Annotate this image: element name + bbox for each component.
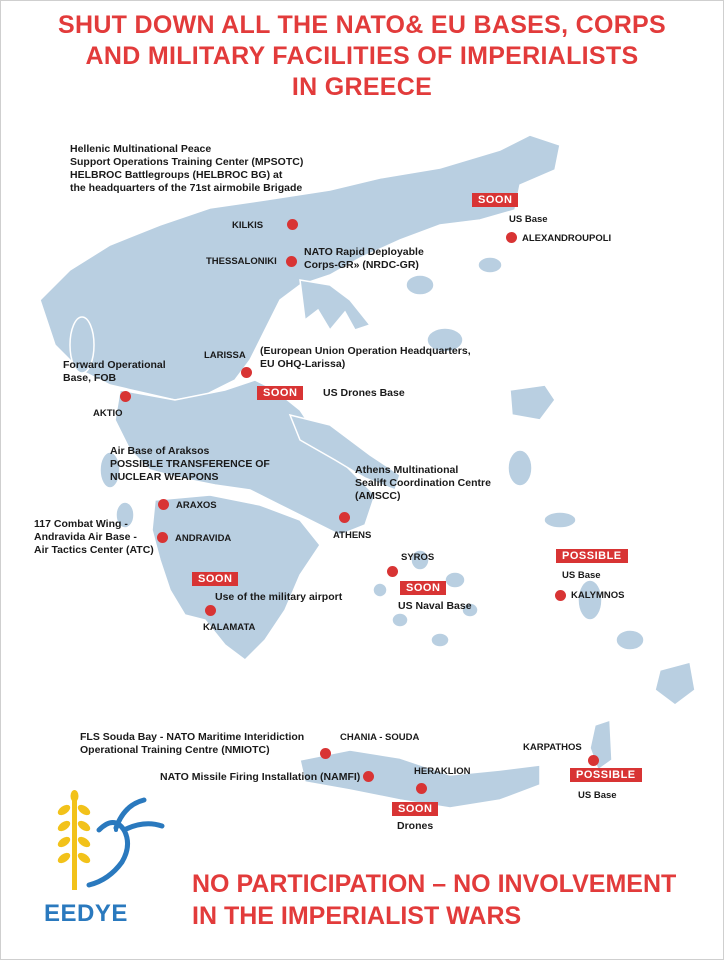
base-marker-araxos bbox=[158, 499, 169, 510]
heraklion-description: Drones bbox=[397, 820, 434, 832]
soon-badge-heraklion: SOON bbox=[392, 802, 438, 816]
mpsotc-line-1: Hellenic Multinational Peace bbox=[70, 143, 212, 155]
city-andravida: ANDRAVIDA bbox=[175, 533, 232, 544]
mpsotc-line-2: Support Operations Training Center (MPSOTC) bbox=[70, 156, 304, 168]
samothrace bbox=[478, 257, 502, 273]
dove-wheat-icon bbox=[44, 790, 174, 900]
base-marker-chania bbox=[320, 748, 331, 759]
possible-badge-kalymnos: POSSIBLE bbox=[556, 549, 628, 563]
soon-badge-kalamata: SOON bbox=[192, 572, 238, 586]
city-heraklion: HERAKLION bbox=[414, 766, 471, 777]
amscc-line-2: Sealift Coordination Centre bbox=[355, 477, 491, 489]
base-marker-athens bbox=[339, 512, 350, 523]
footer-line-1: NO PARTICIPATION – NO INVOLVEMENT bbox=[192, 870, 677, 898]
city-syros: SYROS bbox=[401, 552, 435, 563]
nrdc-line-2: Corps-GR» (NRDC-GR) bbox=[304, 259, 419, 271]
base-marker-alexandroupoli bbox=[506, 232, 517, 243]
nrdc-line-1: NATO Rapid Deployable bbox=[304, 246, 424, 258]
araxos-line-1: Air Base of Araksos bbox=[110, 445, 210, 457]
syros-description: US Naval Base bbox=[398, 600, 472, 612]
fob-line-1: Forward Operational bbox=[63, 359, 166, 371]
footer-slogan bbox=[192, 868, 676, 932]
city-kalymnos: KALYMNOS bbox=[571, 590, 625, 601]
andravida-line-1: 117 Combat Wing - bbox=[34, 518, 128, 530]
souda-description bbox=[80, 731, 304, 757]
headline-line-3: IN GREECE bbox=[291, 73, 433, 101]
base-marker-thessaloniki bbox=[286, 256, 297, 267]
eu-ohq-description bbox=[260, 345, 471, 371]
rhodes bbox=[655, 662, 695, 705]
namfi-description: NATO Missile Firing Installation (NAMFI) bbox=[160, 771, 361, 783]
amscc-line-3: (AMSCC) bbox=[355, 490, 401, 502]
soon-badge-larissa: SOON bbox=[257, 386, 303, 400]
base-marker-kalamata bbox=[205, 605, 216, 616]
eu-ohq-line-1: (European Union Operation Headquarters, bbox=[260, 345, 471, 357]
nrdc-description bbox=[304, 246, 424, 272]
base-marker-kalymnos bbox=[555, 590, 566, 601]
kalymnos-description: US Base bbox=[562, 570, 601, 581]
araxos-line-3: NUCLEAR WEAPONS bbox=[110, 471, 219, 483]
base-marker-aktio bbox=[120, 391, 131, 402]
santorini bbox=[431, 633, 449, 647]
mpsotc-line-3: HELBROC Battlegroups (HELBROC BG) at bbox=[70, 169, 283, 181]
chalkidiki bbox=[300, 280, 370, 330]
naxos bbox=[445, 572, 465, 588]
alex-us-base: US Base bbox=[509, 214, 548, 225]
kalamata-description: Use of the military airport bbox=[215, 591, 343, 603]
base-marker-andravida bbox=[157, 532, 168, 543]
lesvos bbox=[510, 385, 555, 420]
city-aktio: AKTIO bbox=[93, 408, 123, 419]
city-karpathos: KARPATHOS bbox=[523, 742, 582, 753]
base-marker-larissa bbox=[241, 367, 252, 378]
kos bbox=[616, 630, 644, 650]
thassos bbox=[406, 275, 434, 295]
soon-badge-syros: SOON bbox=[400, 581, 446, 595]
mpsotc-line-4: the headquarters of the 71st airmobile Brigade bbox=[70, 182, 303, 194]
city-larissa: LARISSA bbox=[204, 350, 246, 361]
base-marker-heraklion bbox=[416, 783, 427, 794]
andravida-line-2: Andravida Air Base - bbox=[34, 531, 137, 543]
soon-badge-alexandroupoli: SOON bbox=[472, 193, 518, 207]
serifos bbox=[373, 583, 387, 597]
city-kilkis: KILKIS bbox=[232, 220, 264, 231]
city-araxos: ARAXOS bbox=[176, 500, 217, 511]
fob-line-2: Base, FOB bbox=[63, 372, 117, 384]
chios bbox=[508, 450, 532, 486]
andravida-description bbox=[34, 518, 154, 557]
milos bbox=[392, 613, 408, 627]
city-thessaloniki: THESSALONIKI bbox=[206, 256, 277, 267]
karpathos-description: US Base bbox=[578, 790, 617, 801]
eu-ohq-line-2: EU OHQ-Larissa) bbox=[260, 358, 346, 370]
amscc-line-1: Athens Multinational bbox=[355, 464, 459, 476]
mpsotc-description bbox=[70, 143, 303, 195]
andravida-line-3: Air Tactics Center (ATC) bbox=[34, 544, 154, 556]
headline-line-1: SHUT DOWN ALL THE NATO& EU BASES, CORPS bbox=[57, 11, 667, 39]
fob-description bbox=[63, 359, 166, 385]
city-kalamata: KALAMATA bbox=[203, 622, 256, 633]
samos bbox=[544, 512, 576, 528]
logo-text: EEDYE bbox=[44, 900, 128, 927]
araxos-line-2: POSSIBLE TRANSFERENCE OF bbox=[110, 458, 270, 470]
amscc-description bbox=[355, 464, 491, 503]
souda-line-2: Operational Training Centre (NMIOTC) bbox=[80, 744, 270, 756]
araxos-description bbox=[110, 445, 270, 484]
city-athens: ATHENS bbox=[333, 530, 372, 541]
base-marker-karpathos bbox=[588, 755, 599, 766]
headline-line-2: AND MILITARY FACILITIES OF IMPERIALISTS bbox=[85, 42, 639, 70]
city-chania: CHANIA - SOUDA bbox=[340, 732, 420, 743]
souda-line-1: FLS Souda Bay - NATO Maritime Interidiction bbox=[80, 731, 305, 743]
base-marker-namfi bbox=[363, 771, 374, 782]
city-alexandroupoli: ALEXANDROUPOLI bbox=[522, 233, 612, 244]
footer-line-2: IN THE IMPERIALIST WARS bbox=[192, 902, 522, 930]
possible-badge-karpathos: POSSIBLE bbox=[570, 768, 642, 782]
base-marker-kilkis bbox=[287, 219, 298, 230]
larissa-drones: US Drones Base bbox=[323, 387, 405, 399]
base-marker-syros bbox=[387, 566, 398, 577]
